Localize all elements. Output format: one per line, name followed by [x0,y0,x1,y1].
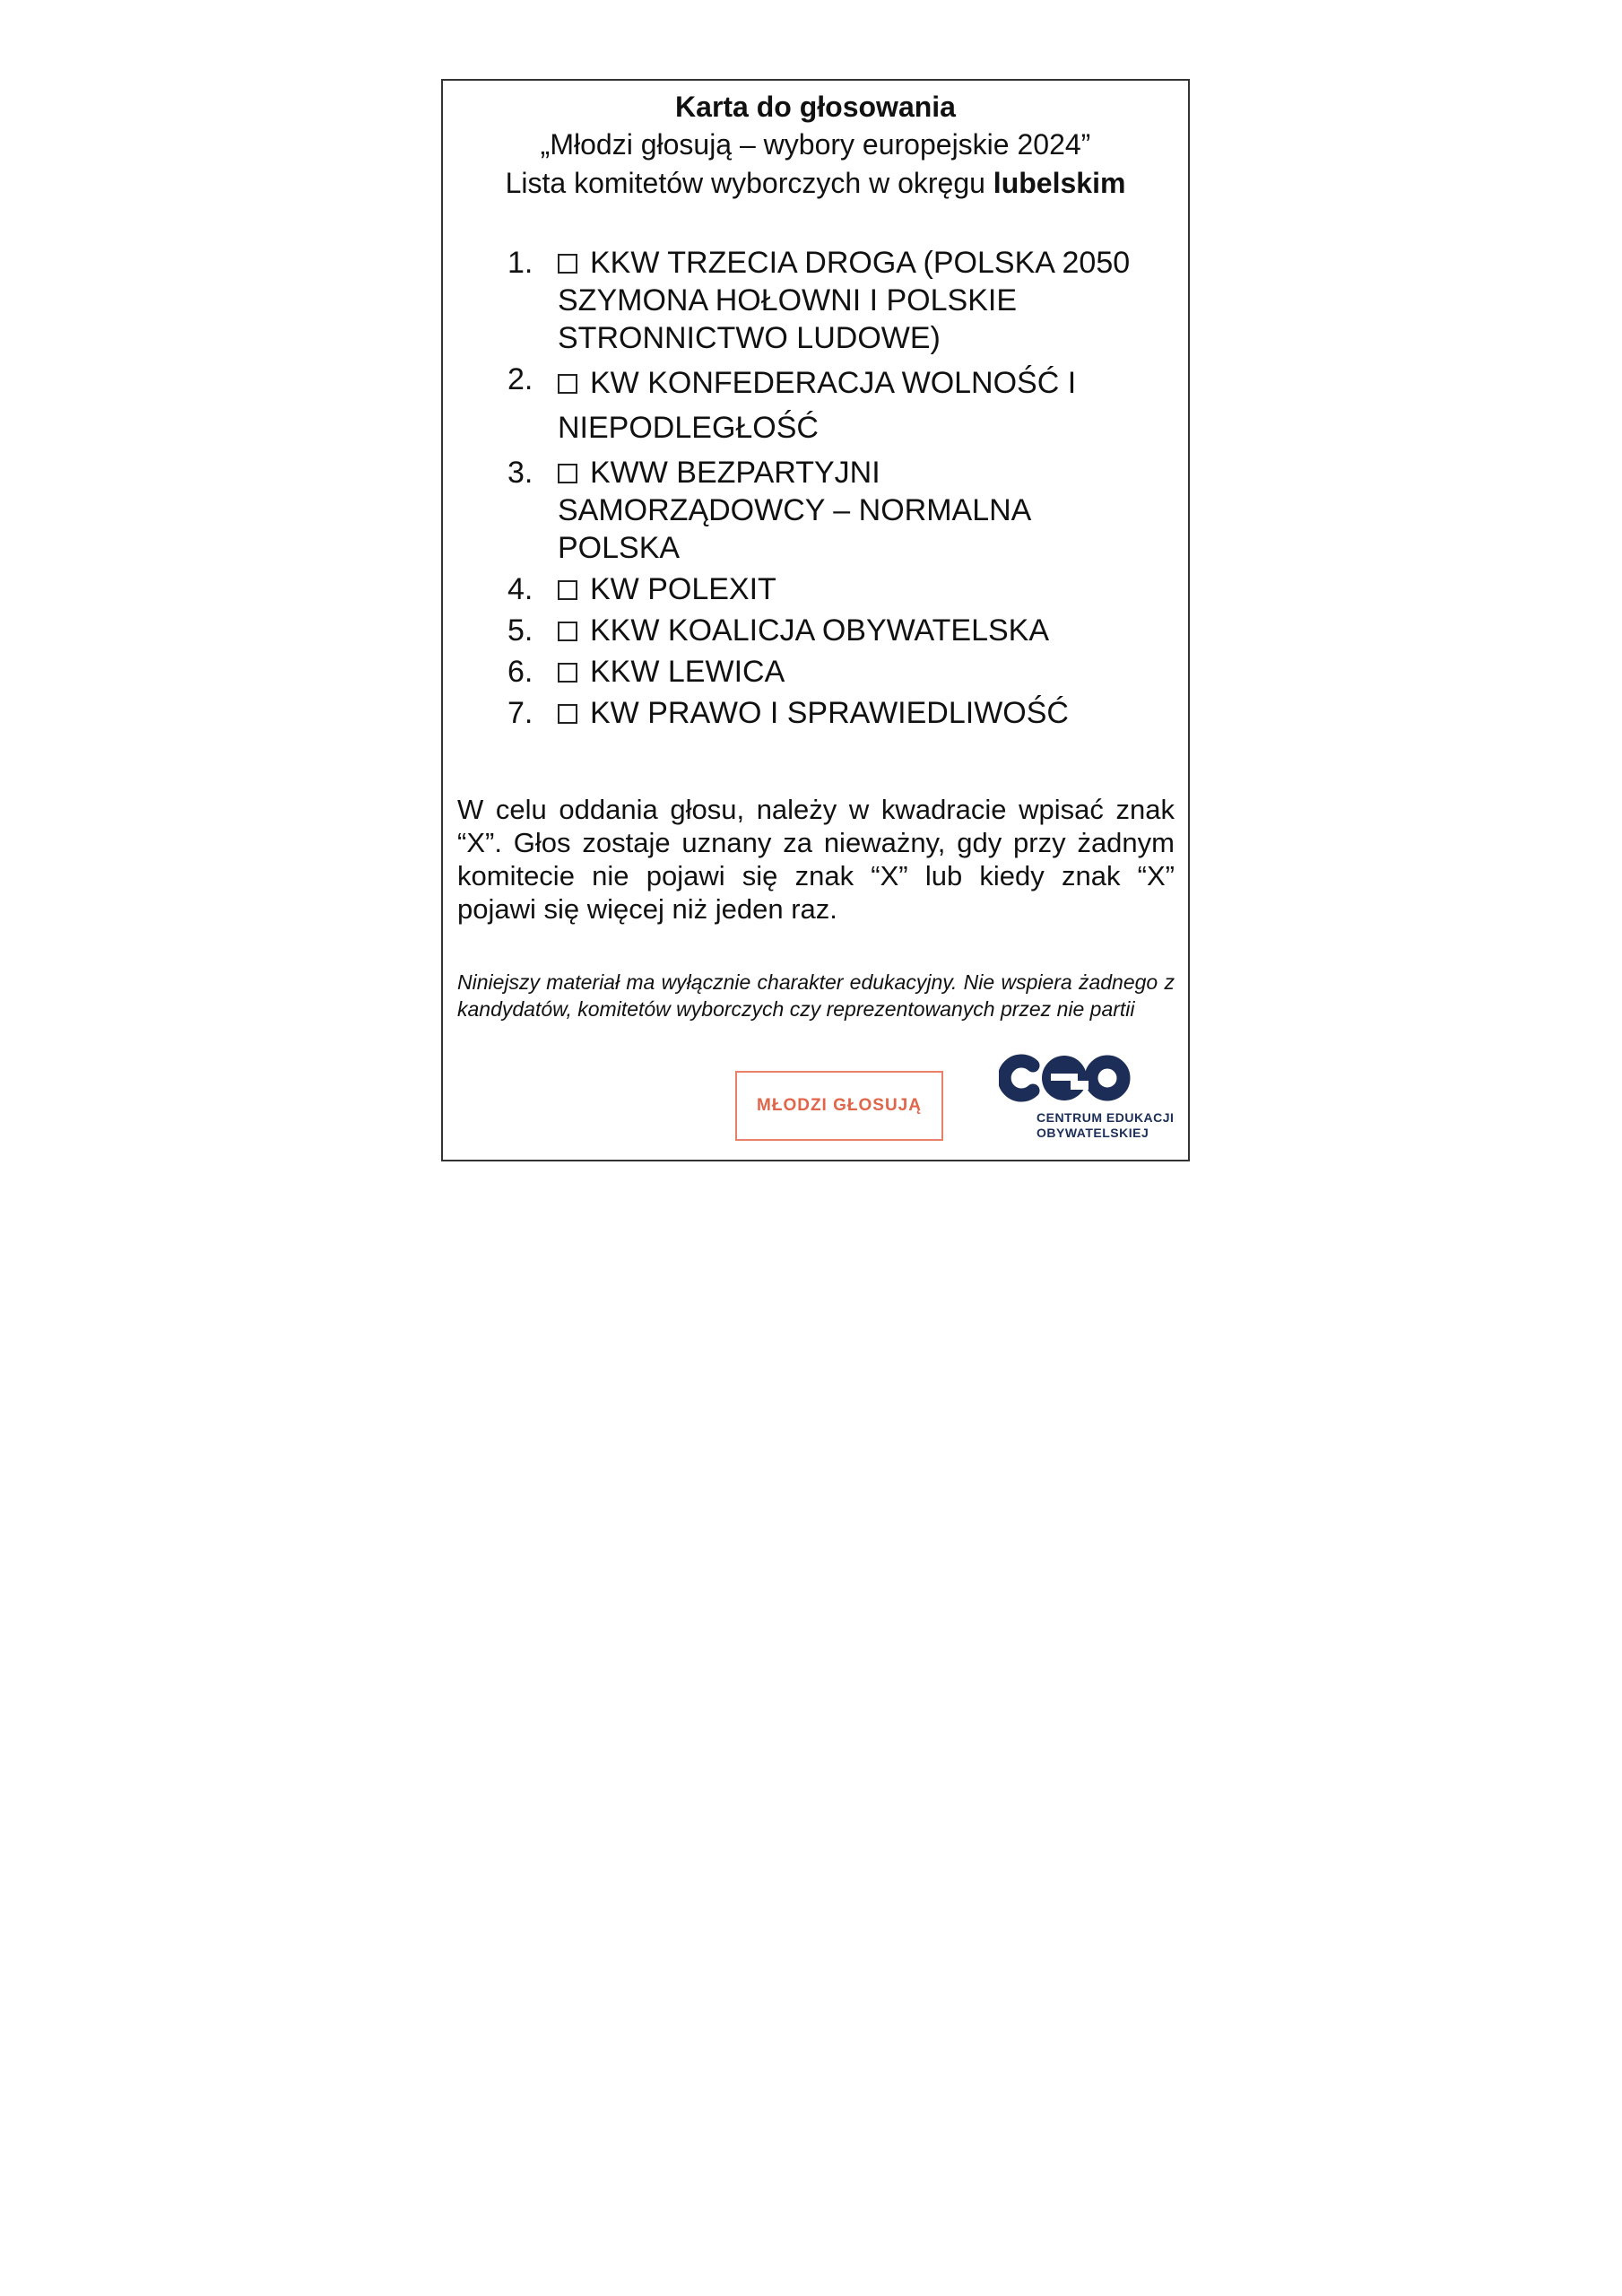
item-number: 4. [507,572,533,606]
ceo-logo [999,1046,1178,1152]
committee-list [507,244,1153,735]
item-number: 3. [507,456,533,490]
district-name: lubelskim [993,167,1126,199]
committee-label: KW KONFEDERACJA WOLNOŚĆ I NIEPODLEGŁOŚĆ [558,366,1077,445]
mlodzi-glosuja-logo [735,1071,943,1141]
committee-label: KKW LEWICA [590,655,785,689]
list-item [507,361,1153,450]
committee-label: KW POLEXIT [590,572,776,606]
ballot-card [441,79,1190,1161]
educational-disclaimer: Niniejszy materiał ma wyłącznie charakter edukacyjny. Nie wspiera żadnego z kandydatów, komitetów wyborczych czy reprezentowanych przez nie partii [457,970,1175,1021]
mlodzi-glosuja-logo-text: MŁODZI GŁOSUJĄ [757,1096,922,1115]
item-number: 2. [507,362,533,396]
vote-checkbox[interactable] [558,580,577,600]
committee-label: KW PRAWO I SPRAWIEDLIWOŚĆ [590,696,1069,730]
vote-checkbox[interactable] [558,464,577,483]
list-item [507,244,1153,357]
list-item [507,454,1153,567]
item-number: 5. [507,613,533,648]
item-number: 7. [507,696,533,730]
district-prefix: Lista komitetów wyborczych w okręgu [505,167,985,199]
item-number: 1. [507,246,533,280]
vote-checkbox[interactable] [558,704,577,724]
ballot-title: Karta do głosowania [675,91,956,123]
item-number: 6. [507,655,533,689]
district-line [443,164,1188,203]
vote-checkbox[interactable] [558,663,577,683]
list-item [507,570,1153,608]
ceo-logo-text [1037,1110,1174,1141]
list-item [507,653,1153,691]
list-item [507,612,1153,649]
ceo-logo-line1: CENTRUM EDUKACJI [1037,1110,1175,1125]
vote-checkbox[interactable] [558,254,577,274]
ceo-logo-icon [999,1046,1133,1109]
vote-checkbox[interactable] [558,622,577,641]
ceo-logo-line2: OBYWATELSKIEJ [1037,1126,1149,1140]
committee-label: KKW KOALICJA OBYWATELSKA [590,613,1050,648]
list-item [507,694,1153,732]
voting-instructions: W celu oddania głosu, należy w kwadracie wpisać znak “X”. Głos zostaje uznany za nieważny, gdy przy żadnym komitecie nie pojawi się znak “X” lub kiedy znak “X” pojawi się więcej niż jeden raz. [457,794,1175,925]
committee-label: KWW BEZPARTYJNI SAMORZĄDOWCY – NORMALNA POLSKA [558,456,1030,565]
vote-checkbox[interactable] [558,374,577,394]
ballot-header [443,88,1188,203]
committee-label: KKW TRZECIA DROGA (POLSKA 2050 SZYMONA HOŁOWNI I POLSKIE STRONNICTWO LUDOWE) [558,246,1131,355]
ballot-subtitle: „Młodzi głosują – wybory europejskie 2024” [540,128,1091,161]
